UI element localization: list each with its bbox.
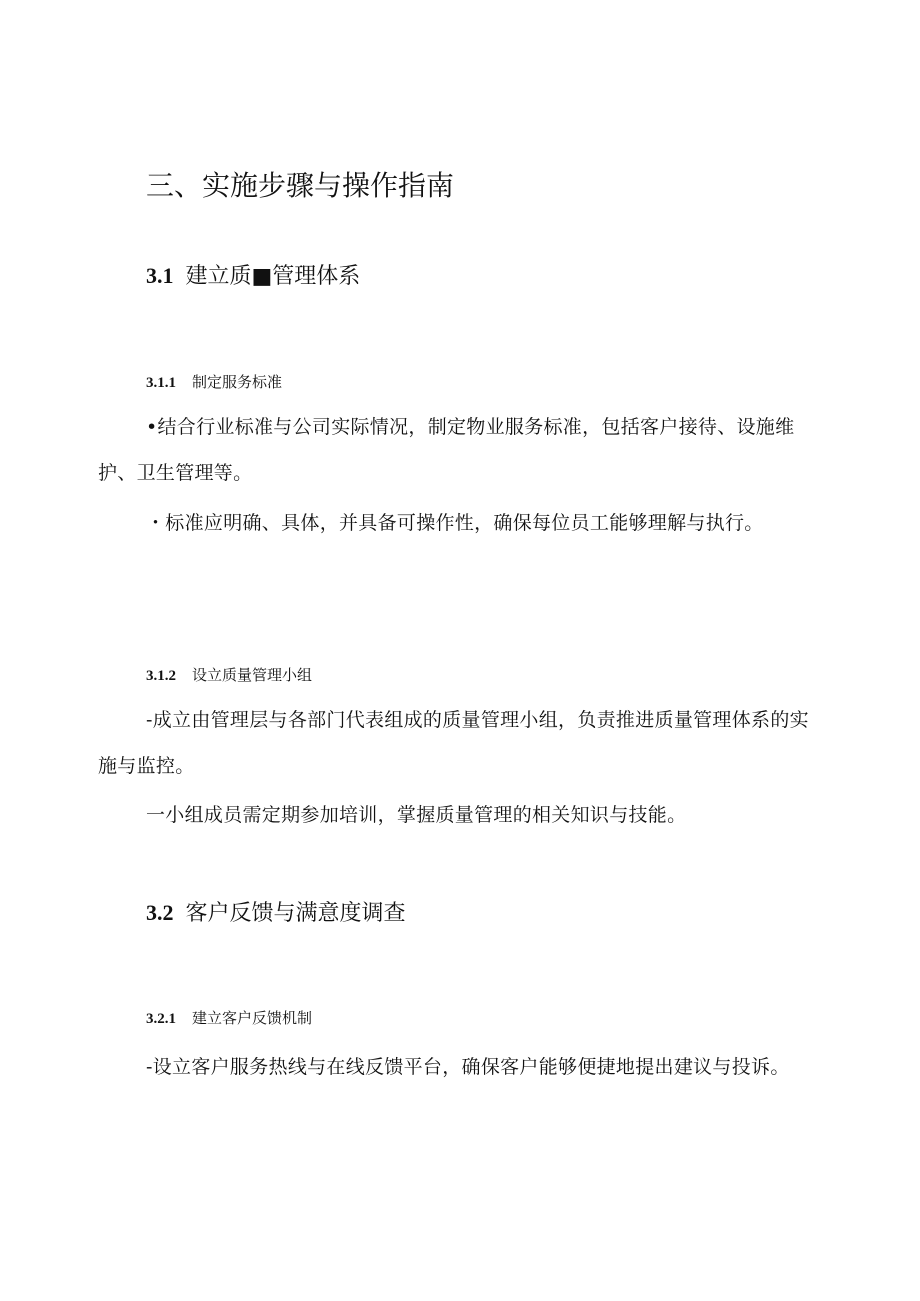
paragraph: •结合行业标准与公司实际情况，制定物业服务标准，包括客户接待、设施维护、卫生管理等。 — [98, 416, 795, 484]
item-number: 3.1.2 — [146, 668, 176, 684]
item-title: 制定服务标准 — [192, 373, 283, 391]
subsection-title: 客户反馈与满意度调查 — [185, 901, 406, 926]
item-title: 设立质量管理小组 — [192, 666, 313, 684]
item-heading-3-1-2 — [146, 664, 312, 687]
item-heading-3-2-1 — [146, 1007, 312, 1030]
item-heading-3-1-1 — [146, 371, 282, 394]
subsection-heading-3-2 — [146, 897, 406, 930]
item-number: 3.1.1 — [146, 375, 176, 391]
subsection-number: 3.2 — [146, 900, 174, 925]
paragraph: -设立客户服务热线与在线反馈平台，确保客户能够便捷地提出建议与投诉。 — [146, 1056, 790, 1078]
subsection-heading-3-1 — [146, 260, 360, 293]
paragraph: ・标准应明确、具体，并具备可操作性，确保每位员工能够理解与执行。 — [146, 512, 764, 534]
subsection-number: 3.1 — [146, 263, 174, 288]
item-title: 建立客户反馈机制 — [192, 1009, 313, 1027]
item-number: 3.2.1 — [146, 1011, 176, 1027]
subsection-title: 建立质■管理体系 — [185, 264, 361, 289]
section-title: 三、实施步骤与操作指南 — [146, 169, 455, 202]
paragraph: -成立由管理层与各部门代表组成的质量管理小组，负责推进质量管理体系的实施与监控。 — [98, 709, 809, 777]
paragraph: 一小组成员需定期参加培训，掌握质量管理的相关知识与技能。 — [146, 804, 687, 826]
